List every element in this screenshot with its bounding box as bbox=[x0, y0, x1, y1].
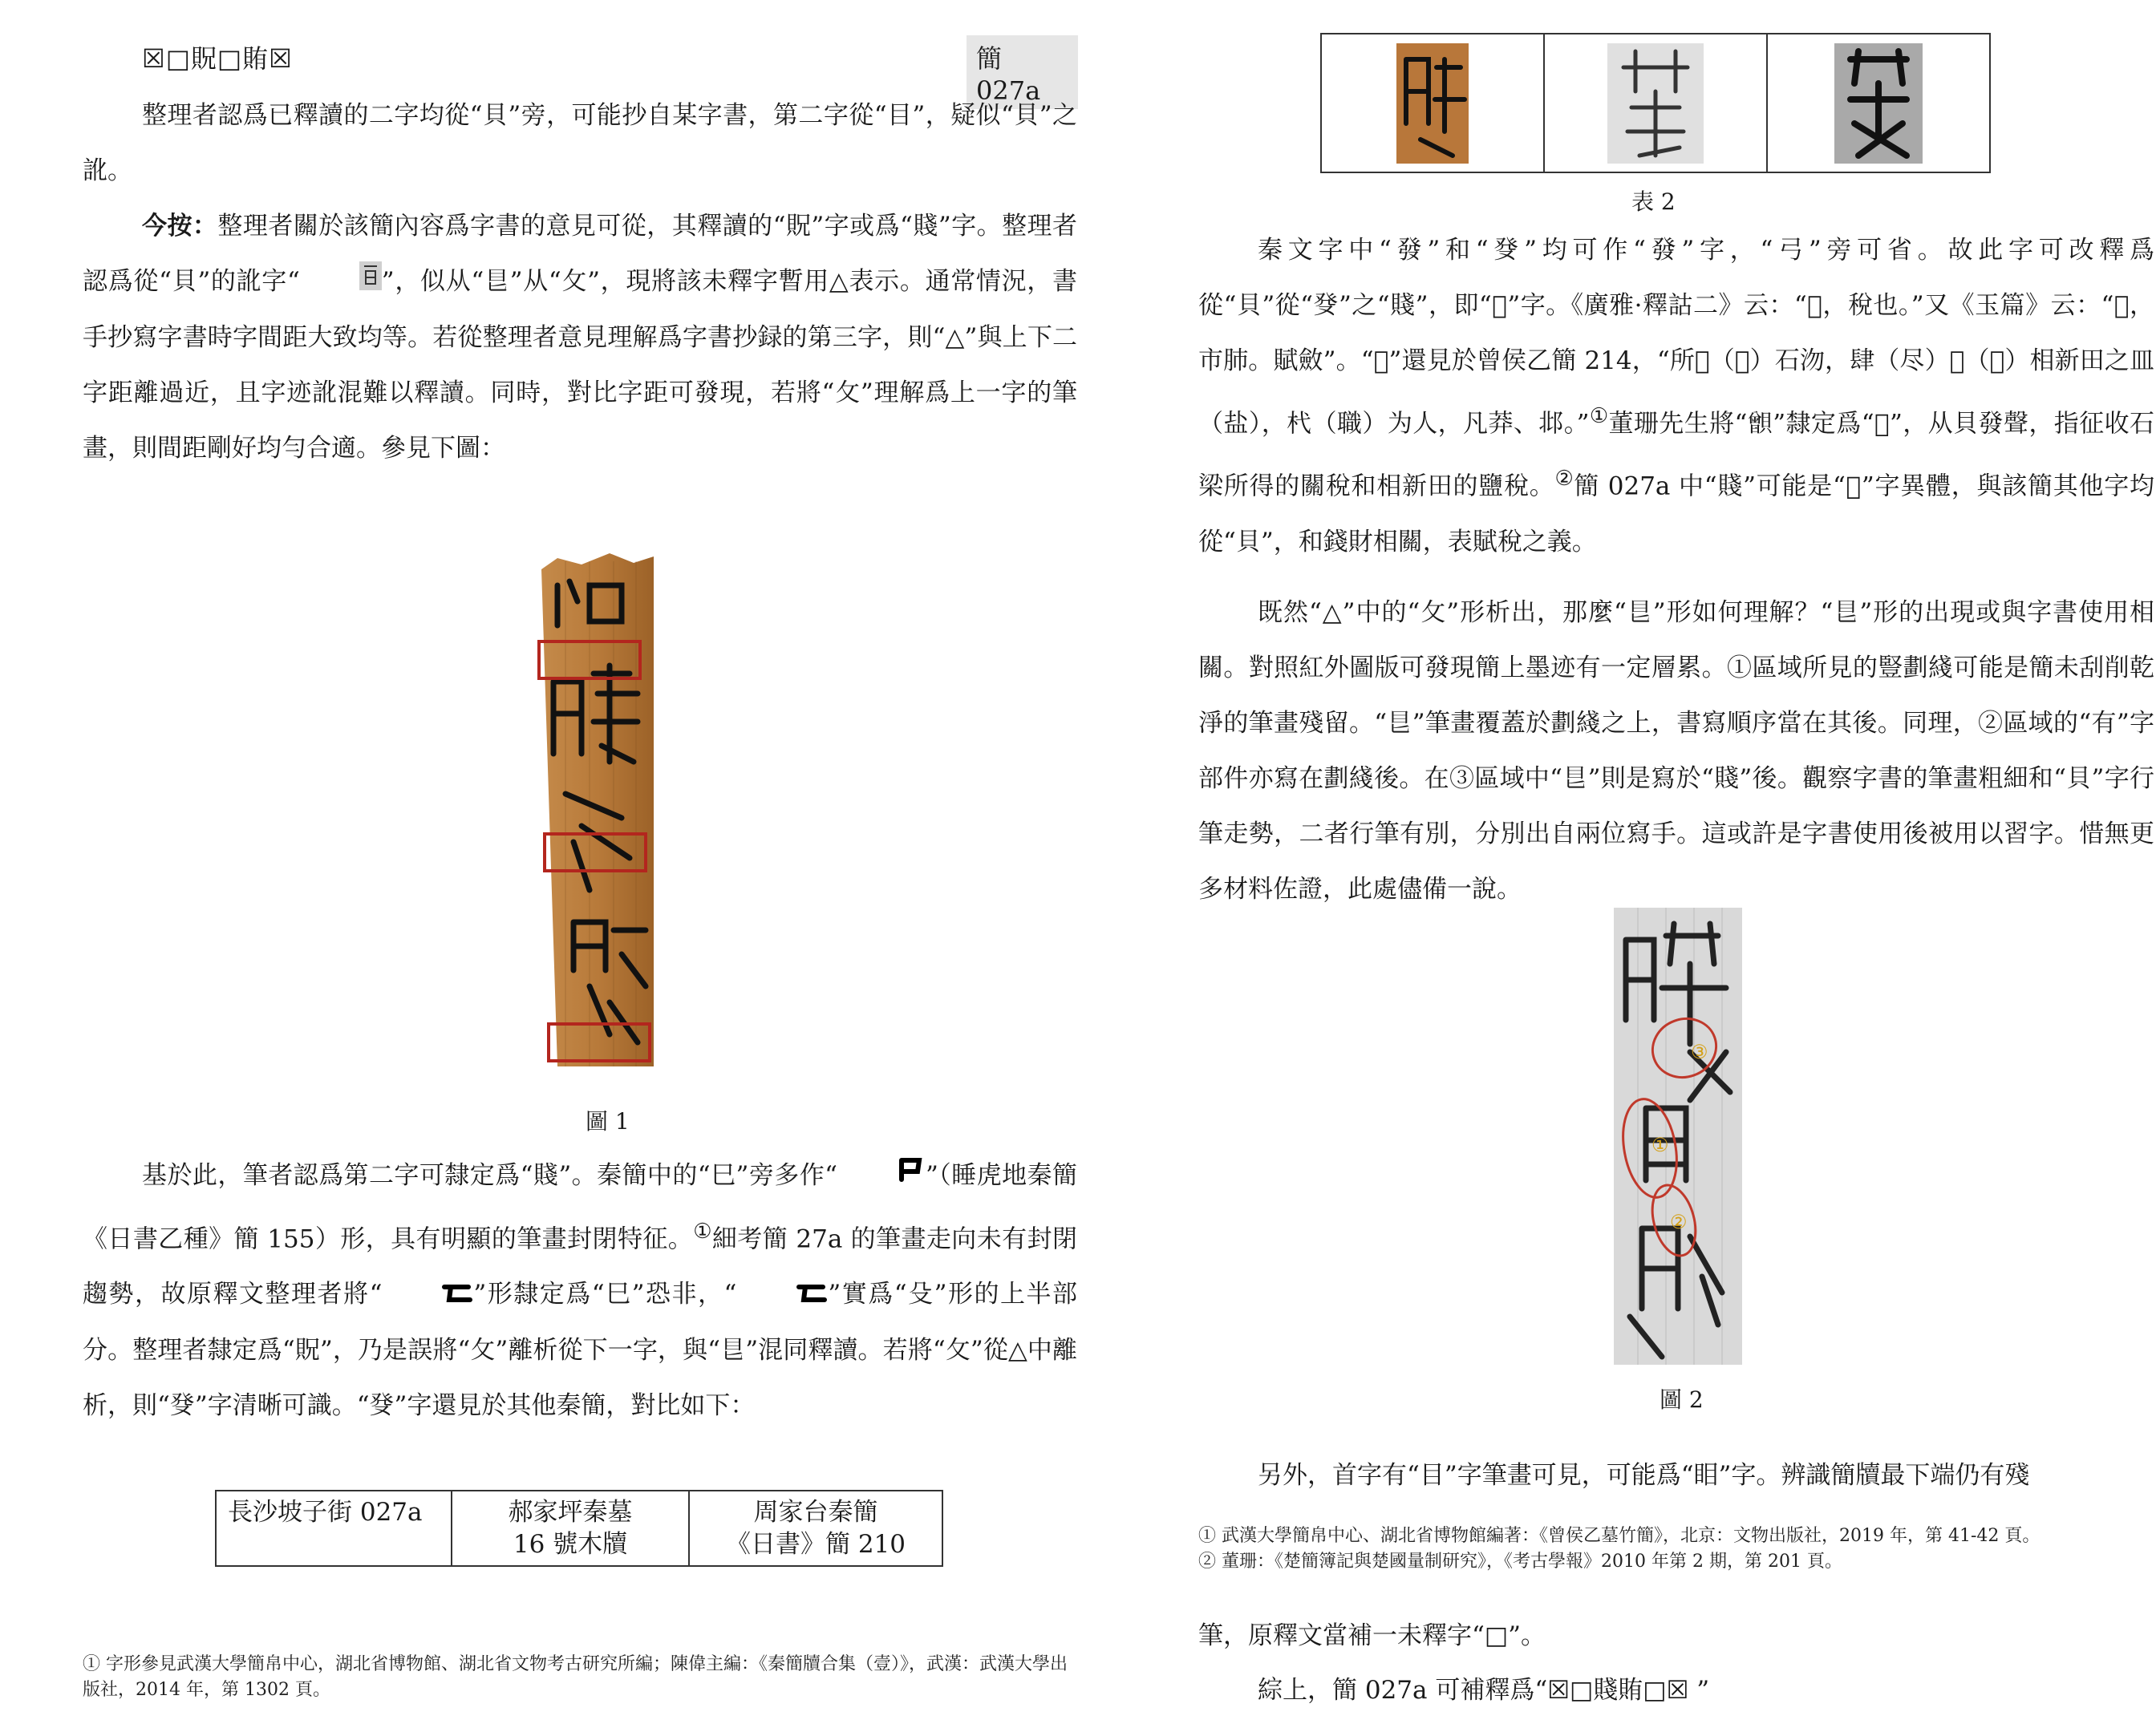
red-highlight-box-bottom bbox=[547, 1022, 651, 1062]
image-cell-zhoujiatai bbox=[1768, 34, 1989, 172]
figure-1-caption: 圖 1 bbox=[586, 1108, 630, 1135]
circle-label-3: ③ bbox=[1691, 1041, 1708, 1063]
right-paragraph-3: 另外，首字有“目”字筆畫可見，可能爲“䀠”字。辨識簡牘最下端仍有殘 bbox=[1258, 1461, 2030, 1490]
slip-transcription-header: ☒□貺□賄☒ bbox=[142, 43, 293, 74]
footnote-right-2: ② 董珊：《楚簡簿記與楚國量制研究》，《考古學報》2010 年第 2 期，第 201 頁。 bbox=[1198, 1552, 1842, 1572]
paragraph-3: 基於此，筆者認爲第二字可隸定爲“賤”。秦簡中的“巳”旁多作“ ”（睡虎地秦簡《日書乙種》簡 155）形，具有明顯的筆畫封閉特征。①細考簡 27a 的筆畫走向未有封閉趨勢，故原釋文整理者將“ ”形隸定爲“巳”恐非，“ ”實爲“殳”形的上半部分。整理者隸定爲“貺”，乃是誤將“攵”離析從下一字，與“𥃩”混同釋讀。若將“攵”從△中離析，則“癹”字清晰可識。“癹”字還見於其他秦簡，對比如下： bbox=[83, 1148, 1077, 1434]
wood-glyph-image bbox=[1607, 43, 1704, 164]
right-paragraph-4: 筆，原釋文當補一未釋字“□”。 bbox=[1198, 1621, 1546, 1650]
miscopied-glyph-icon bbox=[300, 255, 382, 310]
bamboo-slip-image bbox=[533, 553, 678, 1074]
right-paragraph-2: 既然“△”中的“攵”形析出，那麼“𥃩”形如何理解？“𥃩”形的出現或與字書使用相關。對照紅外圖版可發現簡上墨迹有一定層累。①區域所見的豎劃綫可能是簡未刮削乾淨的筆畫殘留。“𥃩”筆畫覆蓋於劃綫之上，書寫順序當在其後。同理，②區域的“有”字部件亦寫在劃綫後。在③區域中“𥃩”則是寫於“賤”後。觀察字書的筆畫粗細和“貝”字行筆走勢，二者行筆有別，分別出自兩位寫手。這或許是字書使用後被用以習字。惜無更多材料佐證，此處儘備一說。 bbox=[1198, 598, 2154, 904]
slip-glyph-image bbox=[1834, 43, 1923, 164]
figure-1-bamboo-slip bbox=[533, 553, 678, 1074]
figure-2-infrared-slip bbox=[1614, 908, 1758, 1365]
infrared-slip-image bbox=[1614, 908, 1758, 1365]
footnote-left: ① 字形參見武漢大學簡帛中心，湖北省博物館、湖北省文物考古研究所編；陳偉主編：《秦簡牘合集（壹）》，武漢：武漢大學出版社，2014 年，第 1302 頁。 bbox=[83, 1654, 1068, 1700]
paragraph-2: 今按：整理者關於該簡內容爲字書的意見可從，其釋讀的“貺”字或爲“賤”字。整理者認爲從“貝”的訛字“ ”，似从“𥃩”从“攵”，現將該未釋字暫用△表示。通常情況，書手抄寫字書時字間距大致均等。若從整理者意見理解爲字書抄録的第三字，則“△”與上下二字距離過近，且字迹訛混難以釋讀。同時，對比字距可發現，若將“攵”理解爲上一字的筆畫，則間距剛好均勻合適。參見下圖： bbox=[83, 212, 1077, 463]
paragraph-2-lead: 今按： bbox=[142, 212, 218, 241]
right-paragraph-5: 綜上，簡 027a 可補釋爲“☒□賤賄□☒ ” bbox=[1258, 1676, 1710, 1705]
table-cell: 郝家坪秦墓 16 號木牘 bbox=[452, 1491, 689, 1566]
character-comparison-images bbox=[1320, 33, 1991, 173]
image-cell-changsha bbox=[1322, 34, 1545, 172]
si-glyph-closed-icon bbox=[837, 1149, 926, 1204]
figure-2-caption: 圖 2 bbox=[1660, 1386, 1704, 1413]
red-highlight-box-middle bbox=[543, 832, 647, 872]
table-cell: 長沙坡子街 027a bbox=[216, 1491, 452, 1566]
image-cell-haojiaping bbox=[1545, 34, 1768, 172]
paragraph-1: 整理者認爲已釋讀的二字均從“貝”旁，可能抄自某字書，第二字從“目”，疑似“貝”之訛。 bbox=[83, 101, 1077, 185]
bamboo-glyph-image bbox=[1396, 43, 1469, 164]
si-glyph-open-icon-2 bbox=[736, 1268, 828, 1323]
slip-number-tag: 簡 027a bbox=[967, 35, 1078, 109]
right-page bbox=[1078, 0, 2156, 1732]
right-paragraph-1: 秦文字中“發”和“癹”均可作“發”字，“弓”旁可省。故此字可改釋爲從“貝”從“癹”之“賤”，即“𧷭”字。《廣雅·釋詁二》云：“𧷭，稅也。”又《玉篇》云：“𧷭，市肺。賦斂”。“𧷭”還見於曾侯乙簡 214，“所𧸑（𧷭）石沕，肆（尽）𧸑（𧷭）相新田之皿（盐），杙（職）为人，凡莽、邶。”①董珊先生將“𧸑”隸定爲“𧷭”，从貝發聲，指征收石梁所得的關稅和相新田的鹽稅。②簡 027a 中“賤”可能是“𧷭”字異體，與該簡其他字均從“貝”，和錢財相關，表賦稅之義。 bbox=[1198, 236, 2154, 556]
footnote-right-1: ① 武漢大學簡帛中心、湖北省博物館編著：《曾侯乙墓竹簡》，北京：文物出版社，2019 年，第 41-42 頁。 bbox=[1198, 1526, 2040, 1546]
comparison-table bbox=[215, 1490, 943, 1567]
circle-label-2: ② bbox=[1670, 1211, 1688, 1233]
circle-label-1: ① bbox=[1651, 1134, 1669, 1156]
si-glyph-open-icon bbox=[382, 1268, 473, 1323]
table-2-caption: 表 2 bbox=[1631, 188, 1676, 215]
red-highlight-box-top bbox=[537, 640, 642, 680]
table-row bbox=[216, 1491, 942, 1566]
table-cell: 周家台秦簡 《日書》簡 210 bbox=[689, 1491, 942, 1566]
